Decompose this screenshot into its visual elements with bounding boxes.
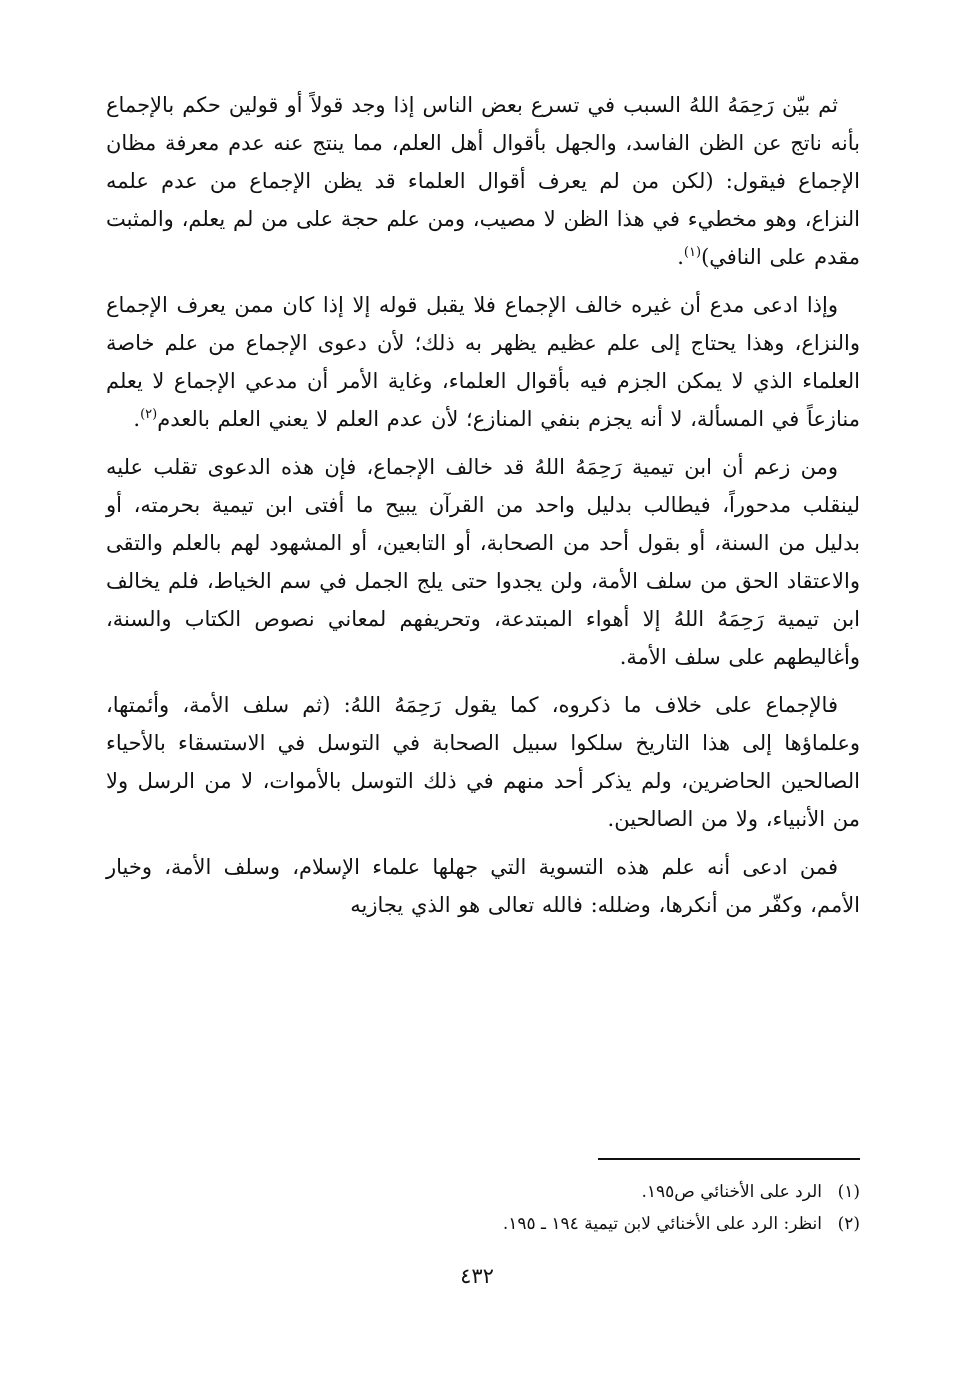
paragraph-4-text: فالإجماع على خلاف ما ذكروه، كما يقول رَحِمَهُ اللهُ: (ثم سلف الأمة، وأئمتها، وعلماؤها إلى هذا التاريخ سلكوا سبيل الصحابة في التوسل في الاستسقاء بالأحياء الصالحين الحاضرين، ولم يذكر أحد منهم في ذلك التوسل بالأموات، لا من الرسل ولا من الأنبياء، ولا من الصالحين. [106, 693, 860, 831]
paragraph-3 [106, 448, 860, 676]
paragraph-5 [106, 848, 860, 924]
footnotes [106, 1158, 860, 1240]
main-text [106, 86, 860, 934]
footnote-1-text: الرد على الأخنائي ص١٩٥. [641, 1182, 822, 1202]
paragraph-2 [106, 286, 860, 438]
paragraph-3-text: ومن زعم أن ابن تيمية رَحِمَهُ اللهُ قد خالف الإجماع، فإن هذه الدعوى تقلب عليه لينقلب مدحوراً، فيطالب بدليل واحد من القرآن يبيح ما أفتى ابن تيمية بحرمته، أو بدليل من السنة، أو بقول أحد من الصحابة، أو التابعين، أو المشهود لهم بالعلم والتقى والاعتقاد الحق من سلف الأمة، ولن يجدوا حتى يلج الجمل في سم الخياط، فلم يخالف ابن تيمية رَحِمَهُ اللهُ إلا أهواء المبتدعة، وتحريفهم لمعاني نصوص الكتاب والسنة، وأغاليطهم على سلف الأمة. [106, 455, 860, 669]
paragraph-1 [106, 86, 860, 276]
paragraph-1-text: ثم بيّن رَحِمَهُ اللهُ السبب في تسرع بعض الناس إذا وجد قولاً أو قولين حكم بالإجماع بأنه ناتج عن الظن الفاسد، والجهل بأقوال أهل العلم، مما ينتج عنه عدم معرفة مظان الإجماع فيقول: (لكن من لم يعرف أقوال العلماء قد يظن الإجماع من عدم علمه النزاع، وهو مخطيء في هذا الظن لا مصيب، ومن علم حجة على من لم يعلم، والمثبت مقدم على النافي) [106, 93, 860, 269]
paragraph-4 [106, 686, 860, 838]
footnote-divider [598, 1158, 860, 1160]
paragraph-2-text: وإذا ادعى مدع أن غيره خالف الإجماع فلا يقبل قوله إلا إذا كان ممن يعرف الإجماع والنزاع، وهذا يحتاج إلى علم عظيم يظهر به ذلك؛ لأن دعوى الإجماع من علم خاصة العلماء الذي لا يمكن الجزم فيه بأقوال العلماء، وغاية الأمر أن مدعي الإجماع لا يعلم منازعاً في المسألة، لا أنه يجزم بنفي المنازع؛ لأن عدم العلم لا يعني العلم بالعدم [106, 293, 860, 431]
paragraph-1-tail: . [677, 245, 684, 269]
footnote-ref-2: (٢) [140, 407, 158, 422]
page-number: ٤٣٢ [460, 1264, 494, 1288]
paragraph-5-text: فمن ادعى أنه علم هذه التسوية التي جهلها علماء الإسلام، وسلف الأمة، وخيار الأمم، وكفّر من أنكرها، وضلله: فالله تعالى هو الذي يجازيه [106, 855, 860, 917]
footnote-1-number: (١) [837, 1182, 860, 1202]
footnote-2-text: انظر: الرد على الأخنائي لابن تيمية ١٩٤ ـ ١٩٥. [502, 1214, 822, 1234]
footnote-2-number: (٢) [837, 1214, 860, 1234]
footnote-2 [106, 1208, 860, 1240]
footnote-ref-1: (١) [683, 245, 702, 260]
footnote-1 [106, 1176, 860, 1208]
paragraph-2-tail: . [133, 407, 141, 431]
